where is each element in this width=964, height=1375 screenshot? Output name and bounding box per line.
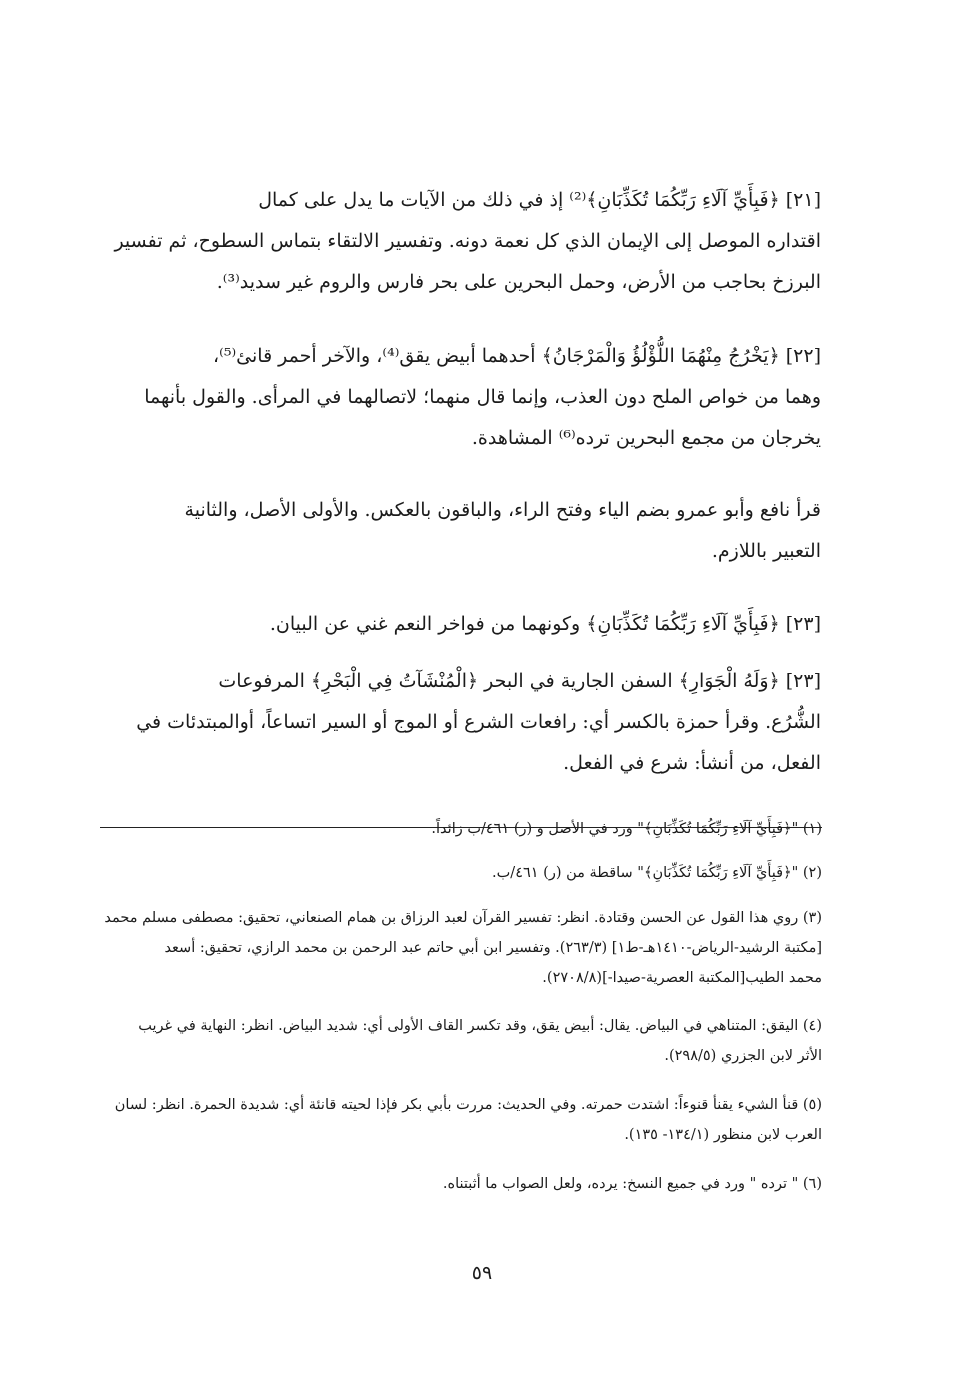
footnote-2 (100, 858, 822, 888)
paragraph-qiraat (96, 490, 821, 572)
text-line: الشُّرُع. وقرأ حمزة بالكسر أي: رافعات الشرع أو الموج أو السير اتساعاً، أوالمبتدئات في (136, 711, 821, 733)
paragraph-verse-22 (96, 336, 821, 459)
page-number: ٥٩ (471, 1262, 493, 1284)
text-line: [٢٣] ﴿وَلَهُ الْجَوَارِ﴾ السفن الجارية في البحر ﴿الْمُنْشَآتُ فِي الْبَحْرِ﴾ المرفوعات (218, 670, 821, 692)
footnote-line: العرب لابن منظور (١٣٤/١- ١٣٥). (624, 1127, 822, 1143)
text-line: [٢٢] ﴿يَخْرُجُ مِنْهُمَا اللُّؤْلُؤُ وَالْمَرْجَانُ﴾ أحدهما أبيض يقق⁽⁴⁾، والآخر أحمر قانئ⁽⁵⁾، (213, 345, 821, 367)
footnote-6 (100, 1169, 822, 1199)
footnote-line: (١) "﴿فَبِأَيِّ آلَاءِ رَبِّكُمَا تُكَذِّبَانِ﴾" ورد في الأصل و (ر) ٤٦١/ب زائداً. (431, 821, 822, 837)
paragraph-verse-23b (96, 661, 821, 784)
footnote-line: (٢) "﴿فَبِأَيِّ آلَاءِ رَبِّكُمَا تُكَذِّبَانِ﴾" ساقطة من (ر) ٤٦١/ب. (492, 865, 822, 881)
text-line: وهما من خواص الملح دون العذب، وإنما قال منهما؛ لاتصالهما في المرأى. والقول بأنهما (144, 386, 821, 408)
footnote-line: محمد الطيب[المكتبة العصرية-صيدا-](٢٧٠٨/٨). (542, 970, 822, 986)
paragraph-verse-23a (96, 604, 821, 645)
text-line: البرزخ بحاجب من الأرض، وحمل البحرين على بحر فارس والروم غير سديد⁽³⁾. (216, 271, 821, 293)
footnote-4 (100, 1011, 822, 1071)
text-line: [٢١] ﴿فَبِأَيِّ آلَاءِ رَبِّكُمَا تُكَذِّبَانِ﴾⁽²⁾ إذ في ذلك من الآيات ما يدل على كمال (258, 189, 821, 211)
text-line: [٢٣] ﴿فَبِأَيِّ آلَاءِ رَبِّكُمَا تُكَذِّبَانِ﴾ وكونهما من فواخر النعم غني عن البيان. (269, 613, 821, 635)
footnote-line: (٤) اليقق: المتناهي في البياض. يقال: أبيض يقق، وقد تكسر القاف الأولى أي: شديد البياض. انظر: النهاية في غريب (138, 1018, 822, 1034)
paragraph-verse-21 (96, 180, 821, 303)
footnote-line: (٦) " ترده " ورد في جميع النسخ: يرده، ولعل الصواب ما أثبتناه. (442, 1176, 822, 1192)
footnote-line: [مكتبة الرشيد-الرياض-١٤١٠هـ-ط١] (٢٦٣/٣). وتفسير ابن أبي حاتم عبد الرحمن بن محمد الرازي، تحقيق: أسعد (164, 940, 822, 956)
footnote-3 (100, 903, 822, 993)
text-line: قرأ نافع وأبو عمرو بضم الياء وفتح الراء، والباقون بالعكس. والأولى الأصل، والثانية (184, 499, 821, 521)
footnote-5 (100, 1090, 822, 1150)
footnote-line: (٣) روي هذا القول عن الحسن وقتادة. انظر: تفسير القرآن لعبد الرزاق بن همام الصنعاني، تحقيق: مصطفى مسلم محمد (104, 910, 822, 926)
footnote-1 (100, 814, 822, 844)
text-line: اقتداره الموصل إلى الإيمان الذي كل نعمة دونه. وتفسير الالتقاء بتماس السطوح، ثم تفسير (114, 230, 821, 252)
footnote-line: الأثر لابن الجزري (٢٩٨/٥). (664, 1048, 822, 1064)
footnote-line: (٥) قنأ الشيء يقنأ قنوءاً: اشتدت حمرته. وفي الحديث: مررت بأبي بكر فإذا لحيته قانئة أي: شديدة الحمرة. انظر: لسان (114, 1097, 822, 1113)
text-line: التعبير باللازم. (711, 540, 821, 562)
text-line: الفعل، من أنشأ: شرع في الفعل. (563, 752, 821, 774)
text-line: يخرجان من مجمع البحرين ترده⁽⁶⁾ المشاهدة. (471, 427, 821, 449)
